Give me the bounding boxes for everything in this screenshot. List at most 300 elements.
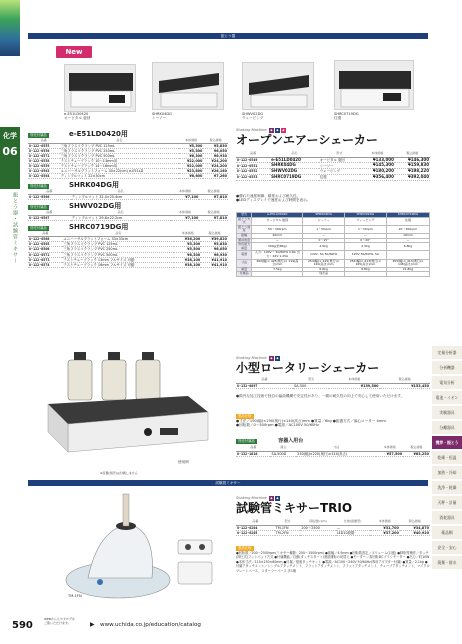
table-cell: ¥6,050 <box>203 148 228 153</box>
table-cell: テストチューブラック 10〜13mm用 <box>60 159 179 164</box>
table-cell: ¥5,830 <box>203 143 228 148</box>
table-cell: ¥41,910 <box>201 262 228 267</box>
table-cell: 8-132-0097 <box>236 383 293 388</box>
reciprocal-shaker-drawing <box>335 61 415 111</box>
spec-cell <box>252 272 303 277</box>
table-cell: ¥57,500 <box>376 451 403 456</box>
product-caption <box>152 112 172 121</box>
index-tab[interactable]: 電池・イオン <box>432 391 462 405</box>
table-header: 本体価格 <box>171 190 200 195</box>
rotary-image <box>28 340 228 468</box>
product-sub: シーソー <box>152 116 167 121</box>
accessory-head: 別売付属品 <box>238 439 255 443</box>
table-header: 品名 <box>270 152 319 157</box>
spec-cell: 7.5kg <box>252 267 303 272</box>
product-model: SHRC0719DG <box>334 112 359 116</box>
table-cell: 8-132-1010 <box>236 451 270 456</box>
group-model: SHWV02DG用 <box>68 202 122 211</box>
spec-cell: 6.8kg <box>386 243 429 251</box>
table-cell: ¥6,300 <box>174 252 201 257</box>
page-number: 590 <box>12 620 33 631</box>
accessory-group <box>28 181 228 200</box>
rotary-image-caption: 使用例 <box>178 460 189 464</box>
product-sub: 往復 <box>334 116 342 121</box>
spec-cell: ウェービング <box>344 217 386 225</box>
table-header: 品番 <box>236 378 293 383</box>
product-images-row <box>64 58 424 120</box>
badge-icon: ◆ <box>276 356 279 360</box>
table-row <box>236 174 430 180</box>
spec-line: ●回転数／0〜500rpm ●電源／AC100V 50/60Hz <box>236 423 319 428</box>
spec-cell: 0〜15° <box>303 238 345 243</box>
table-header: 回転数(rpm) <box>300 520 335 525</box>
table-header: 税込価格 <box>203 138 228 143</box>
accessory-table <box>28 138 228 179</box>
table-cell: ¥6,930 <box>201 252 228 257</box>
table-cell: 8-122-0204 <box>236 525 275 530</box>
table-cell: 8-122-0571 <box>28 252 62 257</box>
feature-line: ●LEDディスプレイで速度および時間を表示。 <box>236 198 311 203</box>
table-cell: 8-122-0564 <box>28 174 60 179</box>
rotary-spec <box>236 414 430 428</box>
chapter-number: 06 <box>2 145 18 158</box>
index-tab[interactable]: 分析機器 <box>432 361 462 375</box>
spec-cell: 355(幅)× 413(奥行)× 148(高さ)mm <box>386 259 429 267</box>
table-cell: ユニバーサルプラットフォーム 30×22(cm) e-E51LD <box>60 169 179 174</box>
table-cell: 8-122-0559 <box>28 164 60 169</box>
spec-line: ●寸法／190(幅)×190(奥行)×140(高さ)mm ●質量／6kg ●振盪方式／偏心ローター 4mm <box>236 419 386 423</box>
spec-cell: 許容最大重量 <box>238 242 251 250</box>
table-cell: ¥22,000 <box>179 159 204 164</box>
table-header: 本体価格 <box>329 378 379 383</box>
table-header: 税込価格 <box>201 232 228 237</box>
spec-cell: 1〜30rpm <box>344 225 386 233</box>
table-cell: TM-2FN <box>275 530 301 535</box>
accessory-title: 容器入用台 <box>278 438 304 444</box>
spec-header: SHRC0719DG <box>386 213 429 218</box>
table-row <box>236 451 430 456</box>
mixer-title: 試験管ミキサーTRIO <box>236 501 353 515</box>
spec-cell: 1〜50rpm <box>303 225 345 233</box>
spec-cell: 6.6kg <box>303 267 345 272</box>
chapter-vertical-text: 振とう器・試験管ミキサー <box>12 192 18 264</box>
spec-row <box>237 259 430 267</box>
mixer-drawing <box>28 490 228 606</box>
table-cell: シーソー <box>319 163 360 169</box>
group-head: 別売付属品 <box>30 205 47 210</box>
table-header: 品番 <box>28 211 71 216</box>
table-cell: ¥145,300 <box>360 163 395 169</box>
table-cell: ¥7,100 <box>171 216 200 221</box>
table-cell: ¥37,200 <box>370 530 400 535</box>
product-caption <box>242 112 263 121</box>
new-badge: New <box>56 46 92 58</box>
spec-header: SHRK04DG <box>303 213 345 218</box>
spec-label: 製品仕様 <box>238 414 252 418</box>
footer-note-line: WEBからもカタログを <box>44 617 75 621</box>
openair-title: オープンエアーシェーカー <box>236 133 378 147</box>
openair-price-table <box>236 152 430 181</box>
rotary-image-note: ※容器(別売)は付属しません <box>100 471 138 475</box>
table-cell: ¥38,100 <box>174 257 201 262</box>
table-cell: 8-122-0552 <box>236 169 270 175</box>
spec-cell: 19mm <box>386 233 429 238</box>
spec-cell: 300g(約8Kg) <box>252 243 303 251</box>
table-cell: SA-500D <box>270 451 296 456</box>
table-cell: SHRK04DG <box>270 163 319 169</box>
table-header: 寸法 <box>296 446 376 451</box>
table-cell: 8-122-0556 <box>28 148 60 153</box>
accessory-table <box>28 190 228 201</box>
table-header: 税込価格 <box>400 520 430 525</box>
index-tab[interactable]: 薬品類 <box>432 526 462 540</box>
table-header: 品番 <box>28 232 62 237</box>
spec-cell <box>386 251 429 259</box>
table-cell: ¥146,300 <box>395 157 430 163</box>
table-header: 型式 <box>275 520 301 525</box>
table-cell: — <box>336 525 370 530</box>
table-cell: ¥5,830 <box>201 242 228 247</box>
table-cell: ¥133,000 <box>360 157 395 163</box>
spec-cell: 振とう速度 <box>238 224 251 233</box>
table-cell: ¥38,100 <box>174 262 201 267</box>
spec-cell: 傾斜角度 <box>238 237 251 242</box>
table-cell: ¥6,930 <box>203 154 228 159</box>
feature-line: ●優れた速度制御、精度および耐久性。 <box>236 194 301 198</box>
spec-header: SHWV02DG <box>344 213 386 218</box>
accessory-group <box>28 223 228 267</box>
waving-shaker-drawing <box>243 63 315 111</box>
accessory-group <box>28 202 228 221</box>
mixer-header <box>236 496 431 515</box>
spec-cell: 21.8kg <box>386 267 429 272</box>
badge-icon: ◆ <box>276 128 279 132</box>
spec-cell: 付属品 <box>237 272 252 277</box>
product-image-reciprocal <box>334 60 414 110</box>
table-cell: 8-122-0505 <box>28 242 62 247</box>
index-tab[interactable]: 安全・安心 <box>432 541 462 555</box>
rotary-header <box>236 356 431 375</box>
accessory-table <box>28 232 228 268</box>
table-cell: 8-122-0566 <box>28 195 71 200</box>
table-header: 品番 <box>236 152 270 157</box>
index-tab[interactable]: 実験器具 <box>432 406 462 420</box>
table-cell: ¥34,870 <box>400 525 430 530</box>
table-cell: テストチューブラック 14〜16mm用 <box>60 164 179 169</box>
table-header: 型式 <box>293 378 329 383</box>
index-tab[interactable]: 廃棄・排水 <box>432 556 462 570</box>
side-gradient <box>0 0 20 56</box>
mixer-price-table <box>236 520 430 536</box>
product-model: SHWV02DG <box>242 112 264 116</box>
mixer-image-caption: TM-1FN <box>68 594 82 598</box>
spec-cell: — <box>252 238 303 243</box>
spec-cell: 120V, 5A 50/60Hz <box>303 251 345 259</box>
mixer-spec <box>236 546 430 573</box>
table-header: 本体価格 <box>370 520 400 525</box>
spec-cell: 6.8kg <box>344 267 386 272</box>
index-tab[interactable]: 加熱・冷却 <box>432 466 462 480</box>
product-model: e-E51LD0420 <box>64 112 89 116</box>
table-row <box>28 216 228 221</box>
table-header: 本体価格 <box>174 232 201 237</box>
table-cell: ¥23,800 <box>179 169 204 174</box>
table-cell: ディンプルマット 22×30cm <box>60 174 179 179</box>
index-tab[interactable]: 撹拌・振とう <box>432 436 462 450</box>
spec-cell: 振とう方式 <box>238 216 251 225</box>
footer-note <box>44 618 75 625</box>
table-cell: ¥6,300 <box>179 154 204 159</box>
product-image-orbital <box>64 64 136 112</box>
table-cell: ¥153,450 <box>380 383 430 388</box>
table-header: 本体価格 <box>376 446 403 451</box>
table-cell: ¥26,180 <box>203 169 228 174</box>
table-cell: テストチューブラック 16mm フルサイズ 可動 <box>62 262 174 267</box>
spec-row <box>237 217 430 225</box>
table-cell: SHRC0719DG <box>270 174 319 180</box>
table-header: 税込価格 <box>380 378 430 383</box>
rotary-shaker-drawing <box>28 340 228 468</box>
table-cell: ¥6,050 <box>201 247 228 252</box>
table-cell: 250(幅)×220(奥行)×110(高さ) <box>296 451 376 456</box>
spec-row <box>237 251 430 259</box>
table-cell: 8-122-0558 <box>28 159 60 164</box>
table-cell: 三角フラスコクランプ PVC 125mL <box>60 143 179 148</box>
product-image-waving <box>242 62 314 110</box>
shaking-machine-label: Shaking Machine <box>236 496 267 500</box>
rotary-description: ●微円な加工技術で独自の偏曲機構で安定性があり、一層の耐久性の向上で安心して使用いただけます。 <box>236 394 405 398</box>
table-row <box>236 383 430 388</box>
table-cell: ウェービング <box>319 169 360 175</box>
table-cell: 8-122-0205 <box>236 530 275 535</box>
table-cell: 8-122-0574 <box>28 262 62 267</box>
spec-cell: — <box>344 233 386 238</box>
table-header: 仕様(振動型) <box>336 520 370 525</box>
badge-icon: ◆ <box>276 496 279 500</box>
spec-cell: シーソー <box>303 217 345 225</box>
table-cell: ¥139,500 <box>329 383 379 388</box>
spec-cell: 0〜20° <box>344 238 386 243</box>
index-tab[interactable]: 天秤・計量 <box>432 496 462 510</box>
table-header: 品名 <box>62 232 174 237</box>
table-cell: 8-122-0506 <box>28 247 62 252</box>
table-cell: 8-122-0573 <box>28 257 62 262</box>
table-cell: ¥24,200 <box>203 164 228 169</box>
shaking-machine-label: Shaking Machine <box>236 128 267 132</box>
spec-cell: 入力：100V〜 50/60Hz 0.8A 出力：24V 1.25A <box>252 251 303 259</box>
table-header: 本体価格 <box>360 152 395 157</box>
table-cell: ¥31,700 <box>370 525 400 530</box>
table-cell: ¥5,300 <box>179 143 204 148</box>
product-image-seesaw <box>152 62 224 110</box>
table-cell: ¥392,040 <box>395 174 430 180</box>
spec-cell: オービタル 旋回 <box>252 217 303 225</box>
accessory-table <box>28 211 228 222</box>
table-cell: TM-1FN <box>275 525 301 530</box>
table-cell: 8-122-0567 <box>28 216 71 221</box>
spec-row <box>237 272 430 277</box>
table-cell: ¥5,300 <box>174 242 201 247</box>
spec-cell: 20〜300rpm <box>386 225 429 233</box>
table-cell: ¥36,200 <box>174 237 201 242</box>
spec-cell: 20mm <box>252 233 303 238</box>
table-cell: e-E51LD0420 <box>270 157 319 163</box>
spec-cell: 254(幅)× 425(奥行)× 140(高さ)mm <box>303 259 345 267</box>
group-head: 別売付属品 <box>30 133 47 137</box>
table-header: 品番 <box>236 520 275 525</box>
spec-cell: 4.5kg <box>303 243 345 251</box>
spec-cell: 振幅 <box>237 233 252 238</box>
chapter-label: 化学 <box>3 132 17 140</box>
side-strip <box>0 0 20 644</box>
table-cell: ¥159,830 <box>395 163 430 169</box>
table-header: 税込価格 <box>199 190 228 195</box>
spec-cell <box>386 272 429 277</box>
openair-features <box>236 194 430 203</box>
index-tab[interactable]: 洗浄・乾燥 <box>432 481 462 495</box>
table-cell: 三角フラスコクランプ PVC 125mL <box>62 242 174 247</box>
table-row <box>28 174 228 179</box>
table-header: 税込価格 <box>199 211 228 216</box>
table-cell: 往復 <box>319 174 360 180</box>
table-cell: ¥6,600 <box>179 174 204 179</box>
table-header: 本体価格 <box>171 211 200 216</box>
table-cell: ¥180,200 <box>360 169 395 175</box>
table-cell: ¥24,200 <box>203 159 228 164</box>
table-cell: ¥198,220 <box>395 169 430 175</box>
table-cell: 8-122-0549 <box>236 157 270 163</box>
table-cell: 8-122-0551 <box>236 163 270 169</box>
index-tab[interactable]: 分離器具 <box>432 421 462 435</box>
table-cell: ¥5,500 <box>179 148 204 153</box>
table-cell: ¥7,260 <box>203 174 228 179</box>
spec-cell: — <box>303 233 345 238</box>
table-cell: ¥5,500 <box>174 247 201 252</box>
table-cell: ¥40,920 <box>400 530 430 535</box>
mixer-image <box>28 490 228 606</box>
table-header: 品名 <box>60 138 179 143</box>
group-model: e-E51LD0420用 <box>68 130 128 138</box>
chapter-box <box>0 127 20 189</box>
table-cell: 三角フラスコクランプ PVC 500mL <box>60 154 179 159</box>
table-cell: テストチューブラック 13mm フルサイズ 可動 <box>62 257 174 262</box>
seesaw-shaker-drawing <box>153 63 225 111</box>
spec-header: e-E51LD0420 <box>252 213 303 218</box>
product-model: SHRK04DG <box>152 112 172 116</box>
spec-cell: 重量 <box>237 267 252 272</box>
table-header: 品番 <box>28 190 71 195</box>
index-tab[interactable]: 乾燥・恒温 <box>432 451 462 465</box>
table-header: 形式 <box>319 152 360 157</box>
table-cell: 三角フラスコクランプ PVC 250mL <box>62 247 174 252</box>
table-cell: 8-122-0553 <box>236 174 270 180</box>
table-cell: 200〜2500 <box>300 525 335 530</box>
spec-cell: 262(幅)× 425(奥行)× 119(高さ)mm <box>252 259 303 267</box>
spec-cell: 電源 <box>237 251 252 259</box>
catalog-link[interactable]: www.uchida.co.jp/education/catalog <box>100 622 201 628</box>
section-bar-shakers: 振とう器 <box>28 33 428 39</box>
table-header: 品名 <box>71 190 171 195</box>
table-cell: ¥7,810 <box>199 216 228 221</box>
shaking-machine-label: Shaking Machine <box>236 356 267 360</box>
accessory-groups <box>28 130 228 270</box>
badge-icon: ◆ <box>270 496 273 500</box>
table-cell: ¥7,100 <box>171 195 200 200</box>
spec-cell: 2.3kg <box>344 243 386 251</box>
table-header: 適合 <box>270 446 296 451</box>
openair-spec-table <box>236 212 430 277</box>
table-row <box>236 530 430 535</box>
arrow-right-icon: ▶ <box>90 621 95 628</box>
table-cell: オービタル 旋回 <box>319 157 360 163</box>
spec-cell: 120V 50/60Hz, 5A <box>344 251 386 259</box>
table-cell <box>300 530 335 535</box>
orbital-shaker-drawing <box>65 65 137 113</box>
rotary-accessory-table <box>236 446 430 457</box>
table-cell: 三角フラスコクランプ PVC 500mL <box>62 252 174 257</box>
badge-icon: ◆ <box>270 356 273 360</box>
section-bar-mixer: 試験管ミキサー <box>28 480 428 486</box>
table-cell: LED10段階 <box>336 530 370 535</box>
table-header: 品番 <box>28 138 60 143</box>
spec-header: 型式 <box>237 213 252 218</box>
spec-text: ●回転数／200〜2500rpm(ミキサー種類：200〜1500rpm) ●振幅／4.5mm ●回転数設定／ボリューム(目盛) ●移転等操作／タッチ(押圧式)フットパッド方式 ●付属機能／自動(タッチスタート)連続運転の切替え ●モーター／高回転DCブラシモーター ●出力／約10W ●本体寸法／115×230×60mm ●付属／壁面タッチキット ●電源／AC100〜240V 50/60Hz(専用アダプター付属) ●質量／2.1kg ●付属アタッチメント／シングルアタッチメント、フラットアタッチメント、フラットアタッチメント、チューブアタッチメント、マイクロプレートベース、スターラーベース 多1個 <box>236 551 430 573</box>
table-row <box>28 262 228 267</box>
rotary-price-table <box>236 378 430 389</box>
group-model: SHRK04DG用 <box>68 181 119 190</box>
badge-icon: ◆ <box>282 128 285 132</box>
index-tab[interactable]: 定量分析器 <box>432 346 462 360</box>
table-header: 品番 <box>236 446 270 451</box>
table-cell: 8-122-0568 <box>28 237 62 242</box>
group-model: SHRC0719DG用 <box>68 223 129 232</box>
product-sub: オービタル 旋回 <box>64 116 91 121</box>
table-header: 本体価格 <box>179 138 204 143</box>
table-cell: ¥22,000 <box>179 164 204 169</box>
openair-header <box>236 128 431 147</box>
table-cell: ¥41,910 <box>201 257 228 262</box>
product-sub: ウェービング <box>242 116 264 121</box>
table-header: 品名 <box>71 211 171 216</box>
table-cell: 三角フラスコクランプ PVC 250mL <box>60 148 179 153</box>
table-cell: ¥7,810 <box>199 195 228 200</box>
group-head: 別売付属品 <box>30 226 47 231</box>
footer-note-line: ご覧いただけます。 <box>44 620 71 625</box>
group-head: 別売付属品 <box>30 184 47 189</box>
spec-cell: 寸法 <box>237 259 252 267</box>
index-tab[interactable]: 電気分析 <box>432 376 462 390</box>
spec-cell: 254(幅)× 413(奥行)× 165(高さ)mm <box>344 259 386 267</box>
table-cell: SHWV02DG <box>270 169 319 175</box>
table-cell: ユニバーサルプラットフォーム 33×33cm <box>62 237 174 242</box>
spec-label: 製品仕様 <box>238 546 252 550</box>
table-cell: ¥63,250 <box>403 451 430 456</box>
index-tab[interactable]: 消耗器具 <box>432 511 462 525</box>
spec-cell: 往復 <box>386 217 429 225</box>
table-cell: ディンプルマット 32.4×25.4cm <box>71 195 171 200</box>
product-caption <box>64 112 90 121</box>
table-cell: ¥39,820 <box>201 237 228 242</box>
rotary-title: 小型ロータリーシェーカー <box>236 361 380 375</box>
table-cell: ディンプルマット 29.8×22.2cm <box>71 216 171 221</box>
spec-cell: 別売品 <box>303 272 345 277</box>
product-caption <box>334 112 359 121</box>
spec-cell: 50〜300rpm <box>252 225 303 233</box>
table-cell: SA-500 <box>293 383 329 388</box>
spec-cell: — <box>386 238 429 243</box>
table-row <box>28 195 228 200</box>
table-cell: ¥356,400 <box>360 174 395 180</box>
